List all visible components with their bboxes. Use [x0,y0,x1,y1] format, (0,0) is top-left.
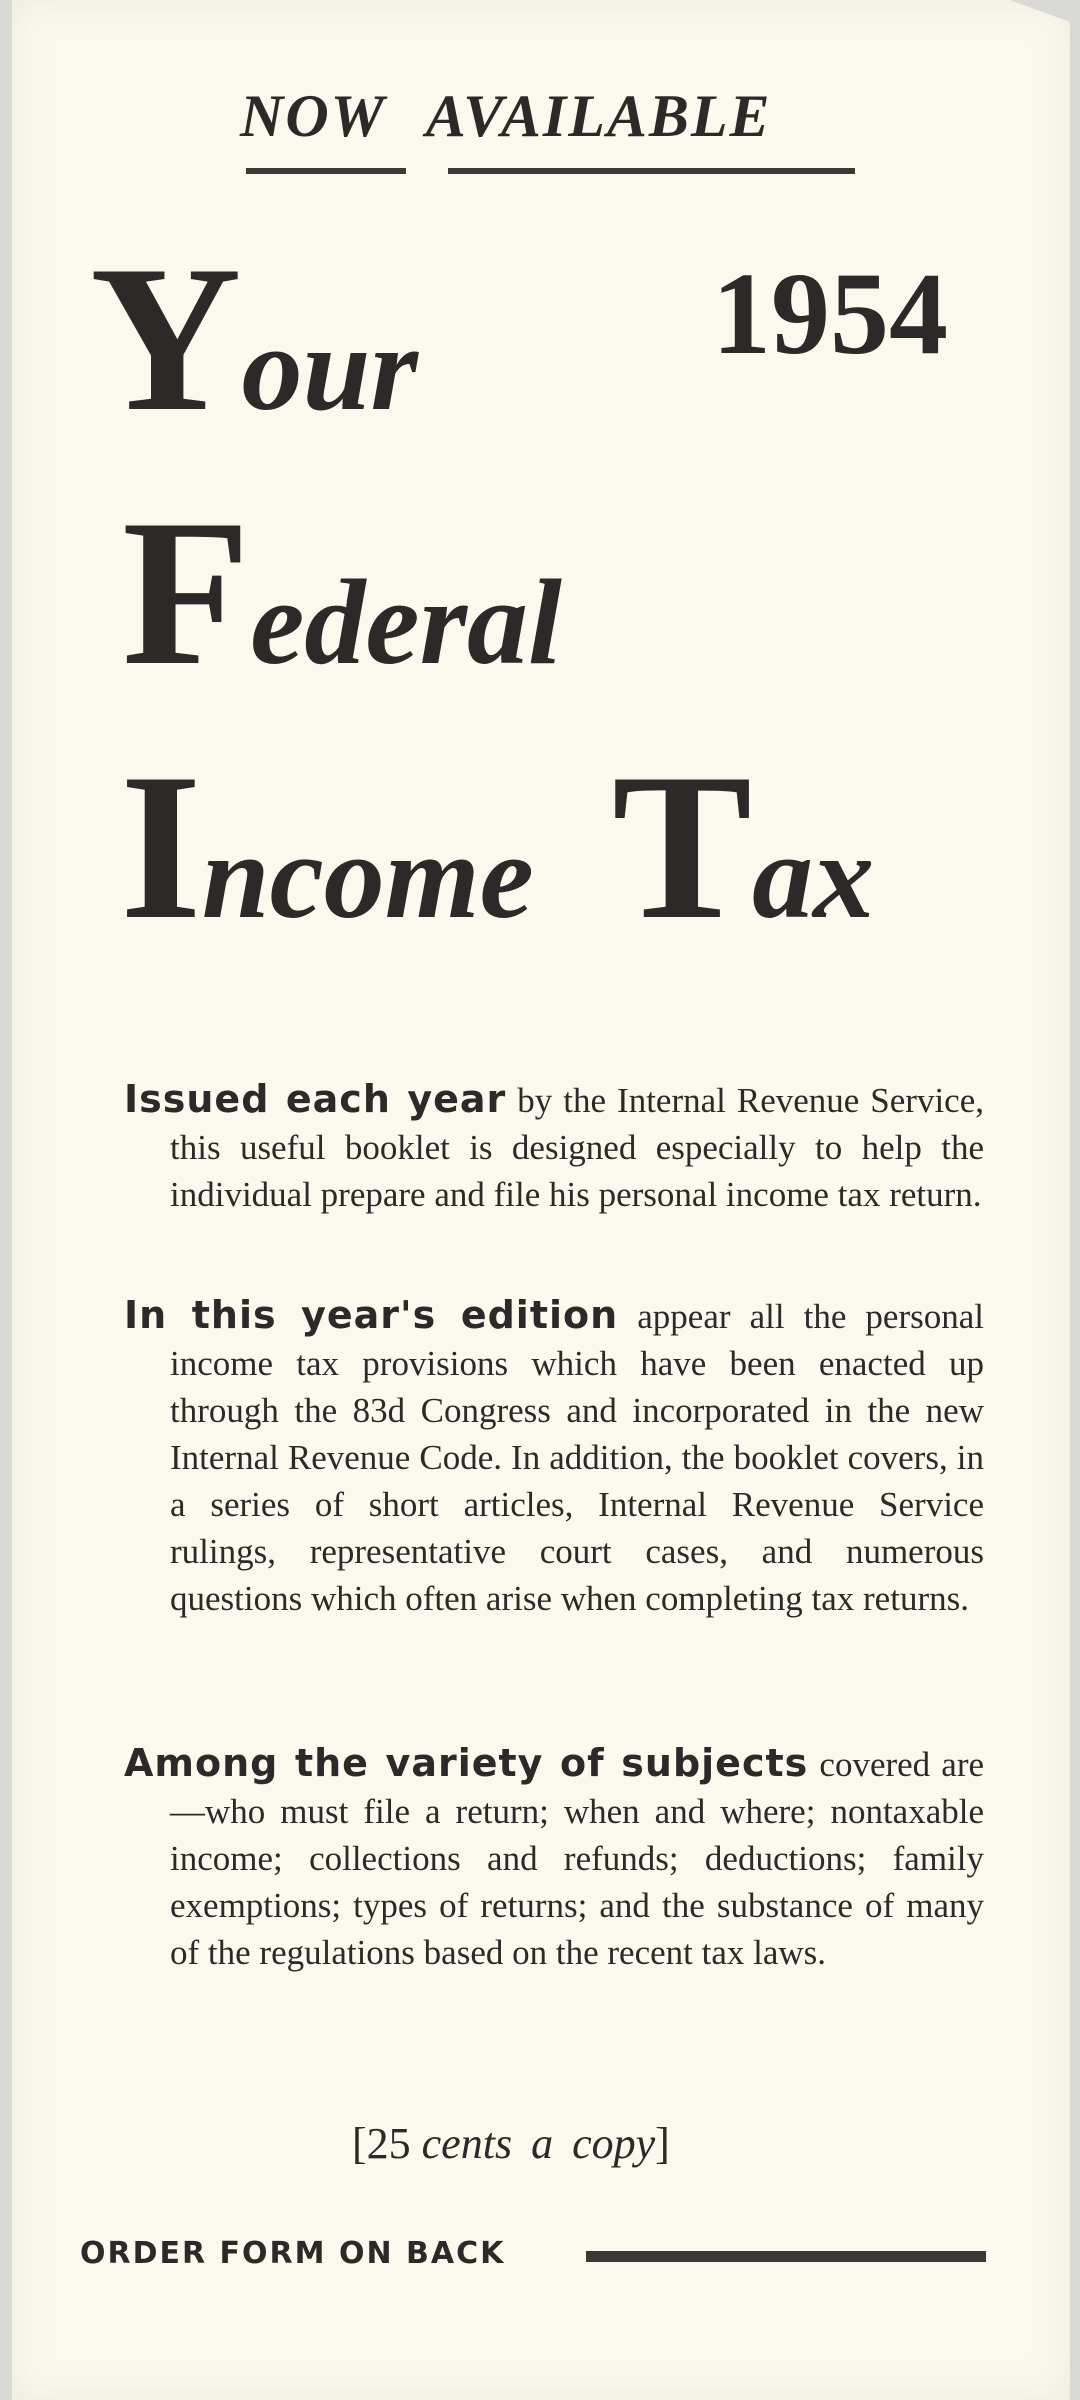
folded-corner [1010,0,1070,22]
title-word-federal-capital: F [122,477,251,709]
title-word-your-rest: our [241,301,418,436]
price-close: ] [655,2119,670,2168]
title-word-your-capital: Y [90,223,242,455]
title-word-tax-capital: T [612,731,753,963]
paragraph-variety-of-subjects [124,1740,984,1976]
paragraph-issued-each-year [124,1076,984,1218]
title-word-tax [612,731,875,963]
paragraph-text: covered are—who must file a return; when and where; nontaxable income; collections and refunds; deductions; family exemptions; types of returns; and the substance of many of the regulations based on the recent tax laws. [170,1745,985,1972]
heading-underline-right [448,168,855,174]
order-form-rule [586,2251,986,2262]
now-available-heading: NOW AVAILABLE [240,83,772,149]
price-note [352,2118,670,2169]
paragraph-lead: In this year's edition [124,1293,619,1337]
title-word-your [90,223,418,455]
paragraph-text: appear all the personal income tax provisions which have been enacted up through the 83d Congress and incorporated in the new Internal Revenue Code. In addition, the booklet covers, in a series of short articles, Internal Revenue Service rulings, representative court cases, and numerous questions which often arise when completing tax returns. [170,1297,984,1618]
title-word-income-rest: ncome [201,809,534,944]
price-open: [25 [352,2119,411,2168]
title-word-income-capital: I [120,731,202,963]
price-text: cents a copy [421,2119,656,2168]
paragraph-lead: Among the variety of subjects [124,1741,809,1785]
order-form-note: ORDER FORM ON BACK [80,2236,506,2271]
heading-underline-left [246,168,406,174]
paragraph-this-years-edition [124,1292,984,1622]
paragraph-lead: Issued each year [124,1077,507,1121]
paragraph-text: by the Internal Revenue Service, this useful booklet is designed especially to help the individual prepare and file his personal income tax return. [170,1081,985,1214]
title-word-federal-rest: ederal [250,555,562,690]
title-word-income [120,731,534,963]
flyer-sheet [12,0,1070,2400]
title-word-tax-rest: ax [752,809,875,944]
edition-year: 1954 [712,248,948,379]
title-word-federal [122,477,562,709]
